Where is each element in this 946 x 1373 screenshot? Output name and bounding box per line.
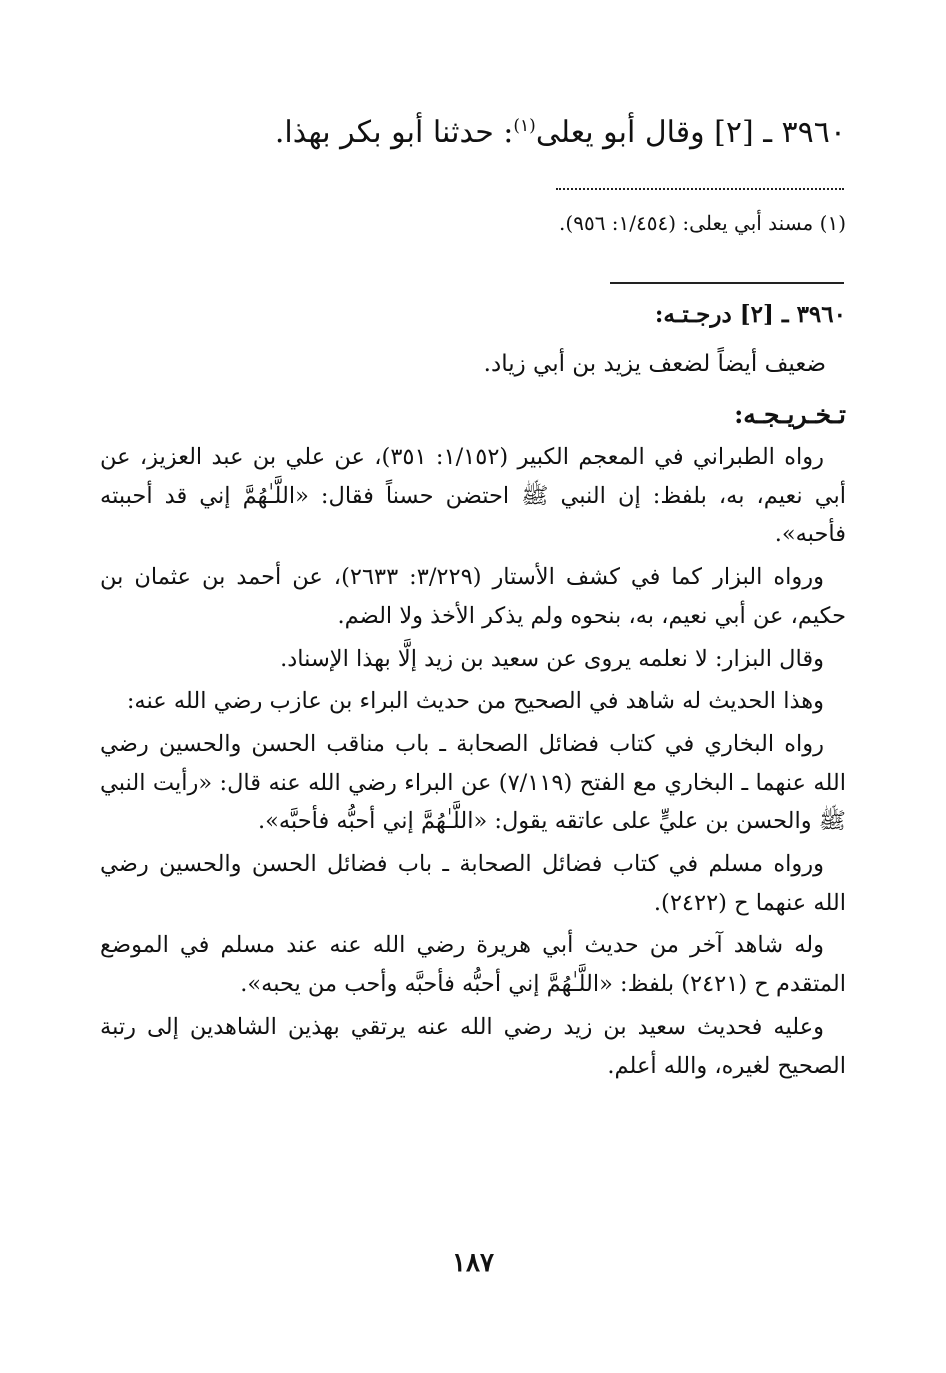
paragraph: وله شاهد آخر من حديث أبي هريرة رضي الله عنه عند مسلم في الموضع المتقدم ح (٢٤٢١) بلفظ: «اللَّـٰهُمَّ إني أحبُّه فأحبَّه وأحب من يحبه». — [100, 932, 846, 998]
hadith-line — [100, 100, 846, 159]
paragraph: ورواه مسلم في كتاب فضائل الصحابة ـ باب فضائل الحسن والحسين رضي الله عنهما ح (٢٤٢٢). — [100, 851, 846, 916]
paragraph: وعليه فحديث سعيد بن زيد رضي الله عنه يرتقي بهذين الشاهدين إلى رتبة الصحيح لغيره، والله أعلم. — [100, 1013, 846, 1079]
footnote-text: مسند أبي يعلى: (١/٤٥٤: ٩٥٦). — [559, 211, 814, 235]
page-number: ١٨٧ — [452, 1248, 494, 1278]
takhrij-heading: تـخـريـجـه: — [734, 400, 846, 429]
footnote-number: (١) — [819, 211, 846, 235]
section-divider — [610, 282, 844, 284]
takhrij-body — [100, 438, 846, 1089]
paragraph: ورواه البزار كما في كشف الأستار (٣/٢٢٩: ٢٦٣٣)، عن أحمد بن عثمان بن حكيم، عن أبي نعيم، به، بنحوه ولم يذكر الأخذ ولا الضم. — [100, 564, 846, 629]
footnote-separator — [556, 172, 844, 190]
grade-heading: ٣٩٦٠ ـ [٢] درجـتـه: — [654, 301, 846, 328]
paragraph: وهذا الحديث له شاهد في الصحيح من حديث البراء بن عازب رضي الله عنه: — [126, 688, 824, 715]
paragraph: رواه الطبراني في المعجم الكبير (١/١٥٢: ٣٥١)، عن علي بن عبد العزيز، عن أبي نعيم، به، بلفظ: إن النبي ﷺ احتضن حسناً فقال: «اللَّـٰهُمَّ إني قد أحببته فأحبه». — [100, 444, 846, 548]
hadith-text: ٣٩٦٠ ـ [٢] وقال أبو يعلى — [535, 115, 846, 150]
hadith-text-rest: : حدثنا أبو بكر بهذا. — [274, 115, 514, 150]
footnote-ref: (١) — [513, 116, 536, 136]
paragraph: رواه البخاري في كتاب فضائل الصحابة ـ باب مناقب الحسن والحسين رضي الله عنهما ـ البخاري مع الفتح (٧/١١٩) عن البراء رضي الله عنه قال: «رأيت النبي ﷺ والحسن بن عليٍّ على عاتقه يقول: «اللَّـٰهُمَّ إني أحبُّه فأحبَّه». — [100, 730, 846, 835]
footnote — [100, 205, 846, 241]
grade-text: ضعيف أيضاً لضعف يزيد بن أبي زياد. — [483, 351, 826, 377]
paragraph: وقال البزار: لا نعلمه يروى عن سعيد بن زيد إلَّا بهذا الإسناد. — [280, 645, 824, 672]
